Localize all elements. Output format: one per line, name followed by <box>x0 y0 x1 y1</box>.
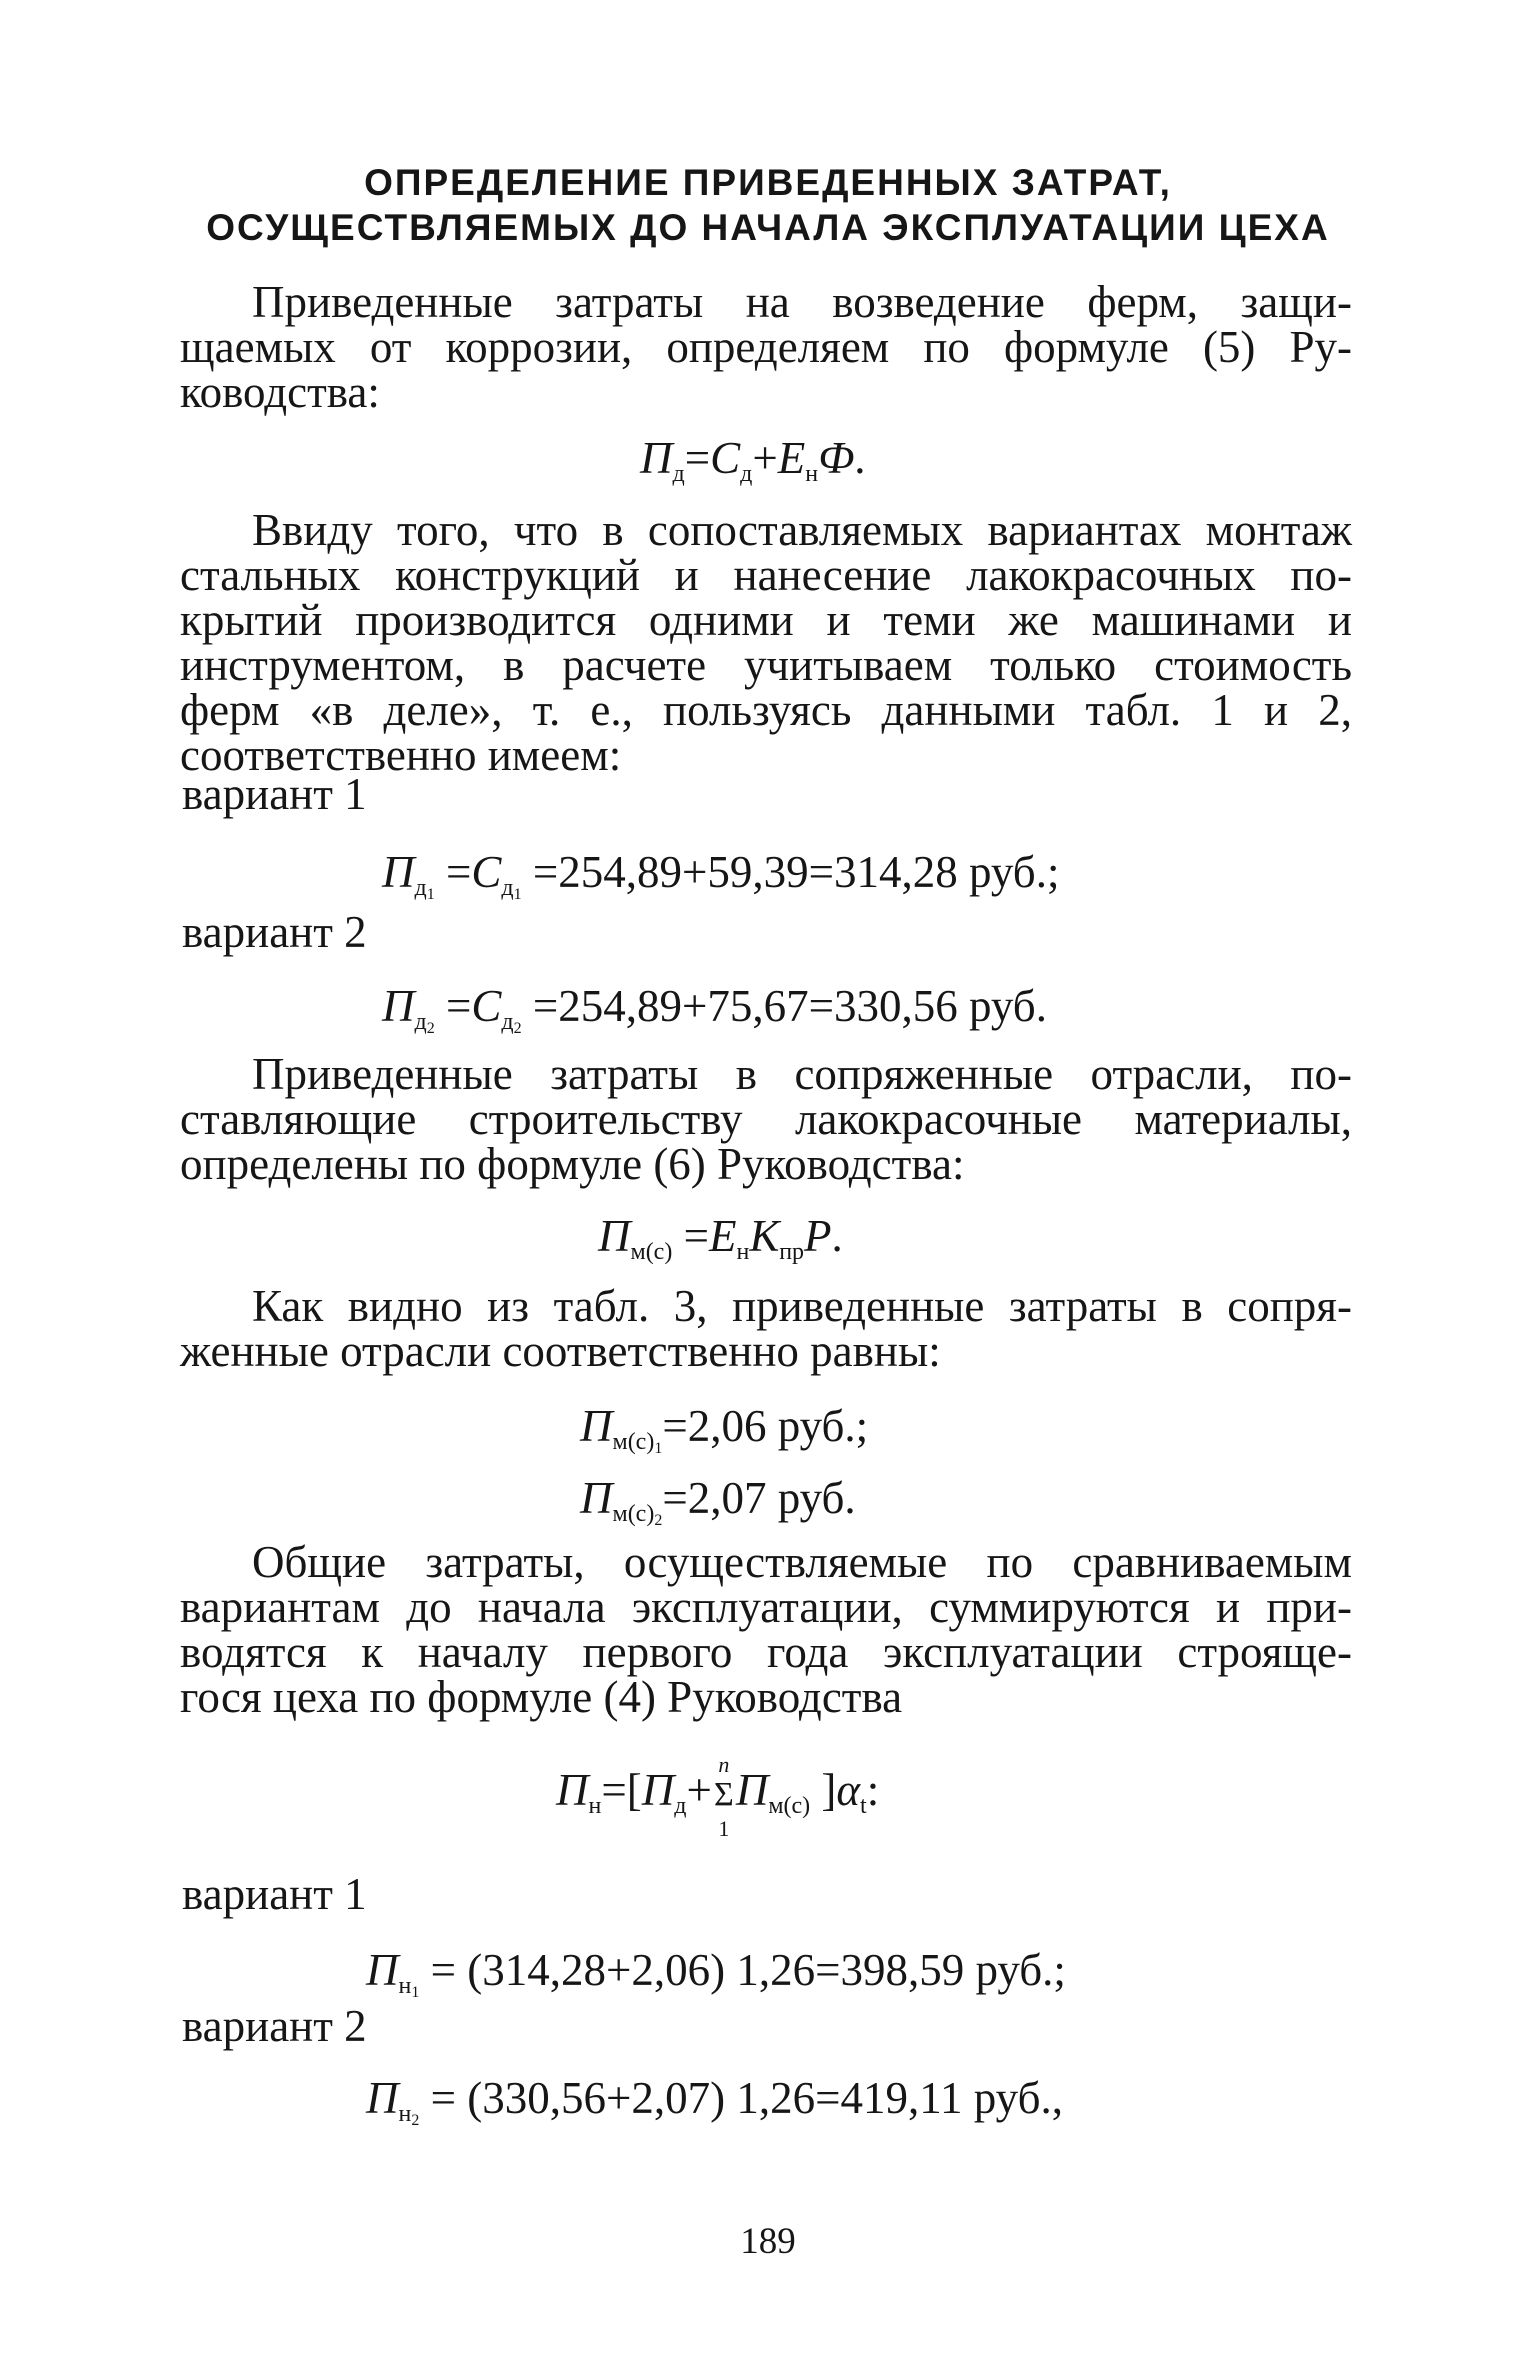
text-line: стальных конструкций и нанесение лакокрасочных по- <box>180 550 1352 600</box>
formula-pmc: $П_{м(с)} =Е_нК_{пр}Р$. <box>598 1211 843 1265</box>
formula-pd: $П_д=С_д+Е_нФ$. <box>640 433 866 487</box>
formula-pd2: $П_{д_2} =С_{д_2} =254,89+75,67=330,56$ руб. <box>382 981 1047 1037</box>
text-line: определены по формуле (6) Руководства: <box>180 1139 965 1189</box>
variant-2-label: вариант 2 <box>182 907 367 957</box>
heading-line-1: ОПРЕДЕЛЕНИЕ ПРИВЕДЕННЫХ ЗАТРАТ, <box>364 162 1172 203</box>
text-line: гося цеха по формуле (4) Руководства <box>180 1672 903 1722</box>
section-heading <box>150 160 1386 250</box>
paragraph-3 <box>180 1049 1352 1189</box>
formula-pmc1: $П_{м(с)_1}=2,06$ руб.; <box>580 1401 869 1457</box>
text-line: крытий производится одними и теми же машинами и <box>180 595 1352 645</box>
text-line: вариантам до начала эксплуатации, суммируются и при- <box>180 1582 1352 1632</box>
text-line: ставляющие строительству лакокрасочные материалы, <box>180 1094 1352 1144</box>
formula-pn: $П_н=[П_д+$ n Σ 1 $П_{м(с)}$ ]$\alpha_t$: <box>556 1752 880 1841</box>
variant-1-label: вариант 1 <box>182 769 367 819</box>
sum-sign: n Σ 1 <box>713 1752 734 1841</box>
text-line: Как видно из табл. 3, приведенные затраты в сопря- <box>252 1281 1352 1331</box>
text-line: ферм «в деле», т. е., пользуясь данными табл. 1 и 2, <box>180 685 1352 735</box>
text-line: соответственно имеем: <box>180 730 622 780</box>
text-line: Ввиду того, что в сопоставляемых вариантах монтаж <box>252 505 1352 555</box>
formula-pn1: $П_{н_1} = (314,28+2,06)$ 1,26=398,59 руб.; <box>366 1945 1066 2001</box>
paragraph-1 <box>180 277 1352 417</box>
text-line: ководства: <box>180 367 380 417</box>
text-line: Приведенные затраты на возведение ферм, защи- <box>252 277 1352 327</box>
variant-1-label-2: вариант 1 <box>182 1869 367 1919</box>
text-line: Приведенные затраты в сопряженные отрасли, по- <box>252 1049 1352 1099</box>
text-line: инструментом, в расчете учитываем только стоимость <box>180 640 1352 690</box>
page-number: 189 <box>740 2221 796 2262</box>
paragraph-2 <box>180 505 1352 780</box>
text-line: щаемых от коррозии, определяем по формуле (5) Ру- <box>180 322 1352 372</box>
text-line: водятся к началу первого года эксплуатации строяще- <box>180 1627 1352 1677</box>
formula-pd1: $П_{д_1} =С_{д_1} =254,89+59,39=314,28$ руб.; <box>382 847 1060 903</box>
formula-pn2: $П_{н_2} = (330,56+2,07)$ 1,26=419,11 руб., <box>366 2073 1063 2129</box>
text-line: Общие затраты, осуществляемые по сравниваемым <box>252 1537 1352 1587</box>
paragraph-4 <box>180 1281 1352 1376</box>
variant-2-label-2: вариант 2 <box>182 2001 367 2051</box>
paragraph-5 <box>180 1537 1352 1722</box>
heading-line-2: ОСУЩЕСТВЛЯЕМЫХ ДО НАЧАЛА ЭКСПЛУАТАЦИИ ЦЕХА <box>206 207 1330 248</box>
formula-pmc2: $П_{м(с)_2}=2,07$ руб. <box>580 1473 856 1529</box>
text-line: женные отрасли соответственно равны: <box>180 1326 941 1376</box>
